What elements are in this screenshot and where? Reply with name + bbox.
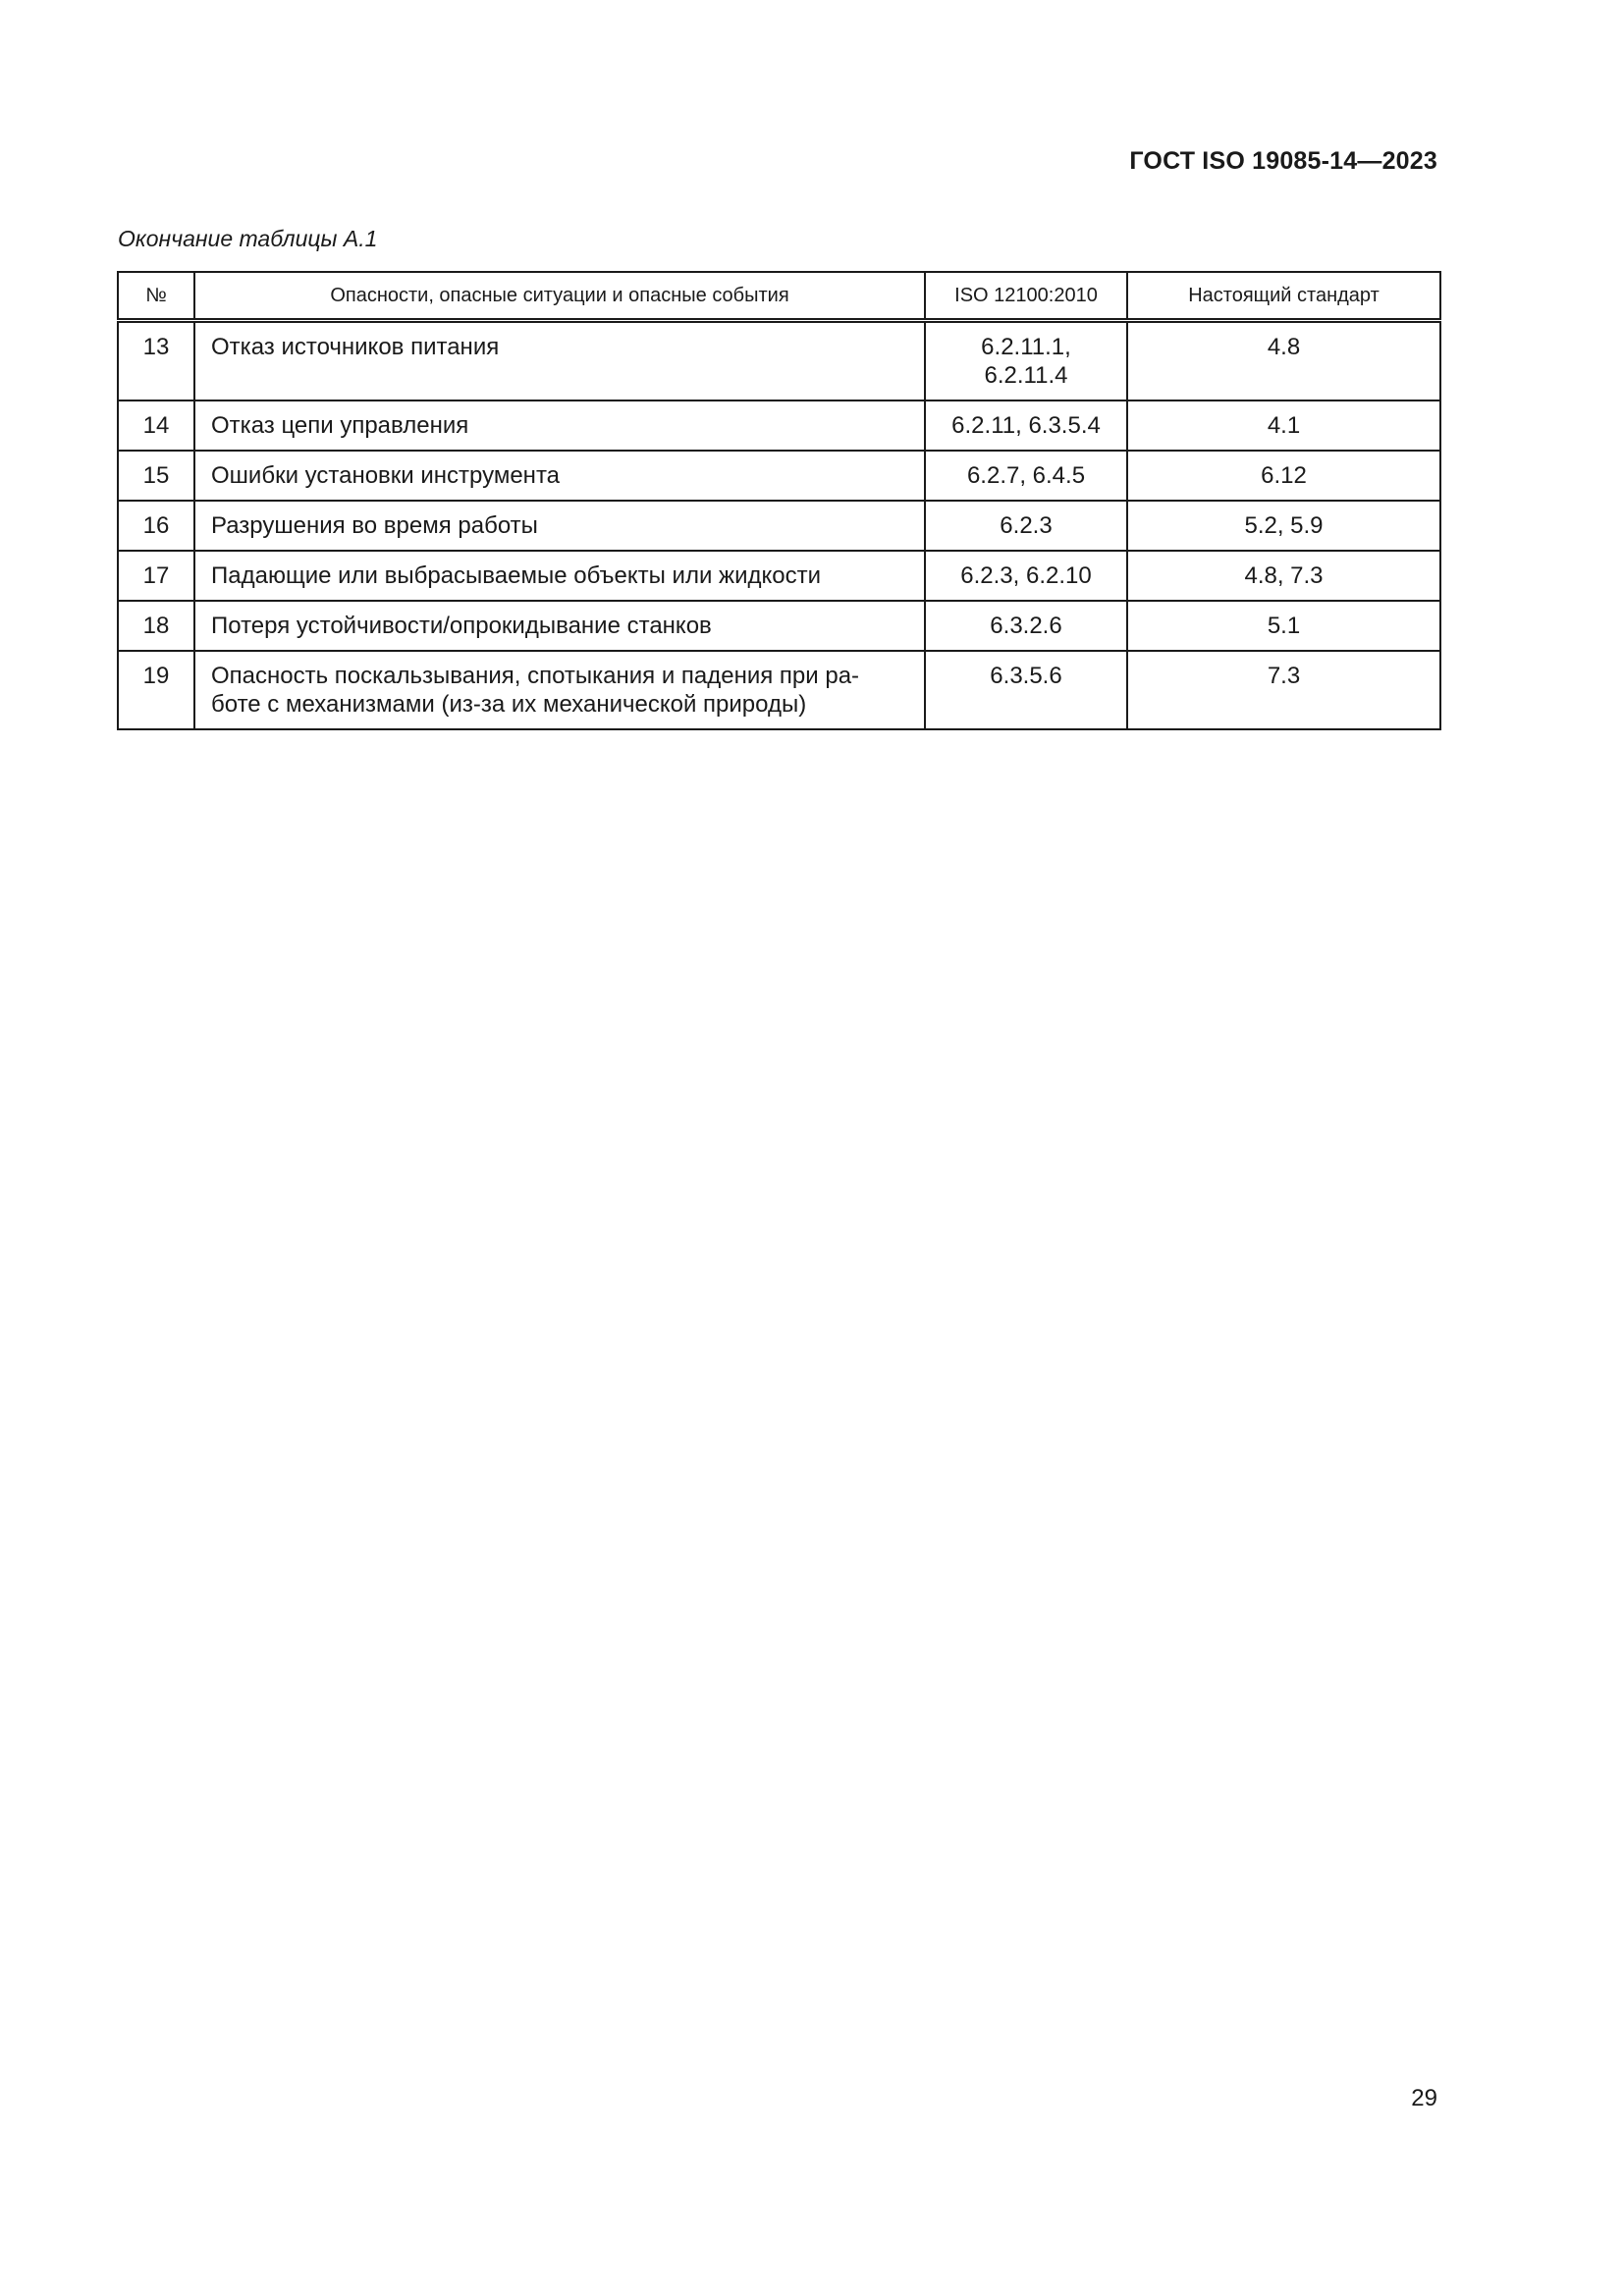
hazard-line: Ошибки установки инструмента [211,462,561,489]
table-row [118,400,1440,451]
hazard-line: Отказ цепи управления [211,412,469,439]
column-header-hazard: Опасности, опасные ситуации и опасные события [194,272,925,321]
hazard-line: Опасность поскальзывания, спотыкания и падения при ра- [211,663,860,689]
iso-line: 6.3.5.6 [990,663,1062,689]
iso-cell [925,601,1127,651]
row-number: 17 [118,551,194,601]
iso-line: 6.2.3, 6.2.10 [960,562,1092,589]
hazards-table [117,271,1441,730]
header-row [118,272,1440,321]
hazard-cell [194,321,925,401]
table-header [118,272,1440,321]
column-header-iso: ISO 12100:2010 [925,272,1127,321]
hazard-cell [194,551,925,601]
iso-line: 6.2.11.4 [984,362,1068,389]
table-row [118,601,1440,651]
iso-cell [925,651,1127,729]
iso-cell [925,321,1127,401]
column-header-standard: Настоящий стандарт [1127,272,1440,321]
row-number: 18 [118,601,194,651]
table-row [118,501,1440,551]
iso-line: 6.2.7, 6.4.5 [966,462,1086,489]
hazard-cell [194,451,925,501]
hazard-line: Разрушения во время работы [211,512,538,539]
standard-cell: 4.1 [1127,400,1440,451]
row-number: 15 [118,451,194,501]
iso-line: 6.2.11, 6.3.5.4 [951,412,1101,439]
iso-line: 6.2.3 [1000,512,1053,539]
standard-cell: 4.8 [1127,321,1440,401]
iso-line: 6.2.11.1, [981,334,1071,360]
standard-cell: 5.2, 5.9 [1127,501,1440,551]
iso-cell [925,400,1127,451]
standard-cell: 4.8, 7.3 [1127,551,1440,601]
document-code: ГОСТ ISO 19085-14—2023 [1129,147,1437,175]
iso-cell [925,451,1127,501]
table-caption: Окончание таблицы А.1 [118,226,378,251]
iso-cell [925,551,1127,601]
hazard-line: боте с механизмами (из-за их механической природы) [211,691,807,718]
iso-cell [925,501,1127,551]
standard-cell: 7.3 [1127,651,1440,729]
table-row [118,651,1440,729]
hazard-line: Падающие или выбрасываемые объекты или жидкости [211,562,822,589]
hazard-cell [194,651,925,729]
page-number: 29 [1411,2085,1437,2111]
table-body [118,321,1440,730]
table-row [118,551,1440,601]
column-header-number: № [118,272,194,321]
table-row [118,321,1440,401]
hazard-line: Потеря устойчивости/опрокидывание станков [211,613,712,639]
table-row [118,451,1440,501]
standard-cell: 5.1 [1127,601,1440,651]
row-number: 19 [118,651,194,729]
standard-cell: 6.12 [1127,451,1440,501]
hazard-line: Отказ источников питания [211,334,500,360]
iso-line: 6.3.2.6 [990,613,1062,639]
row-number: 13 [118,321,194,401]
row-number: 14 [118,400,194,451]
row-number: 16 [118,501,194,551]
hazard-cell [194,501,925,551]
hazard-cell [194,400,925,451]
hazard-cell [194,601,925,651]
